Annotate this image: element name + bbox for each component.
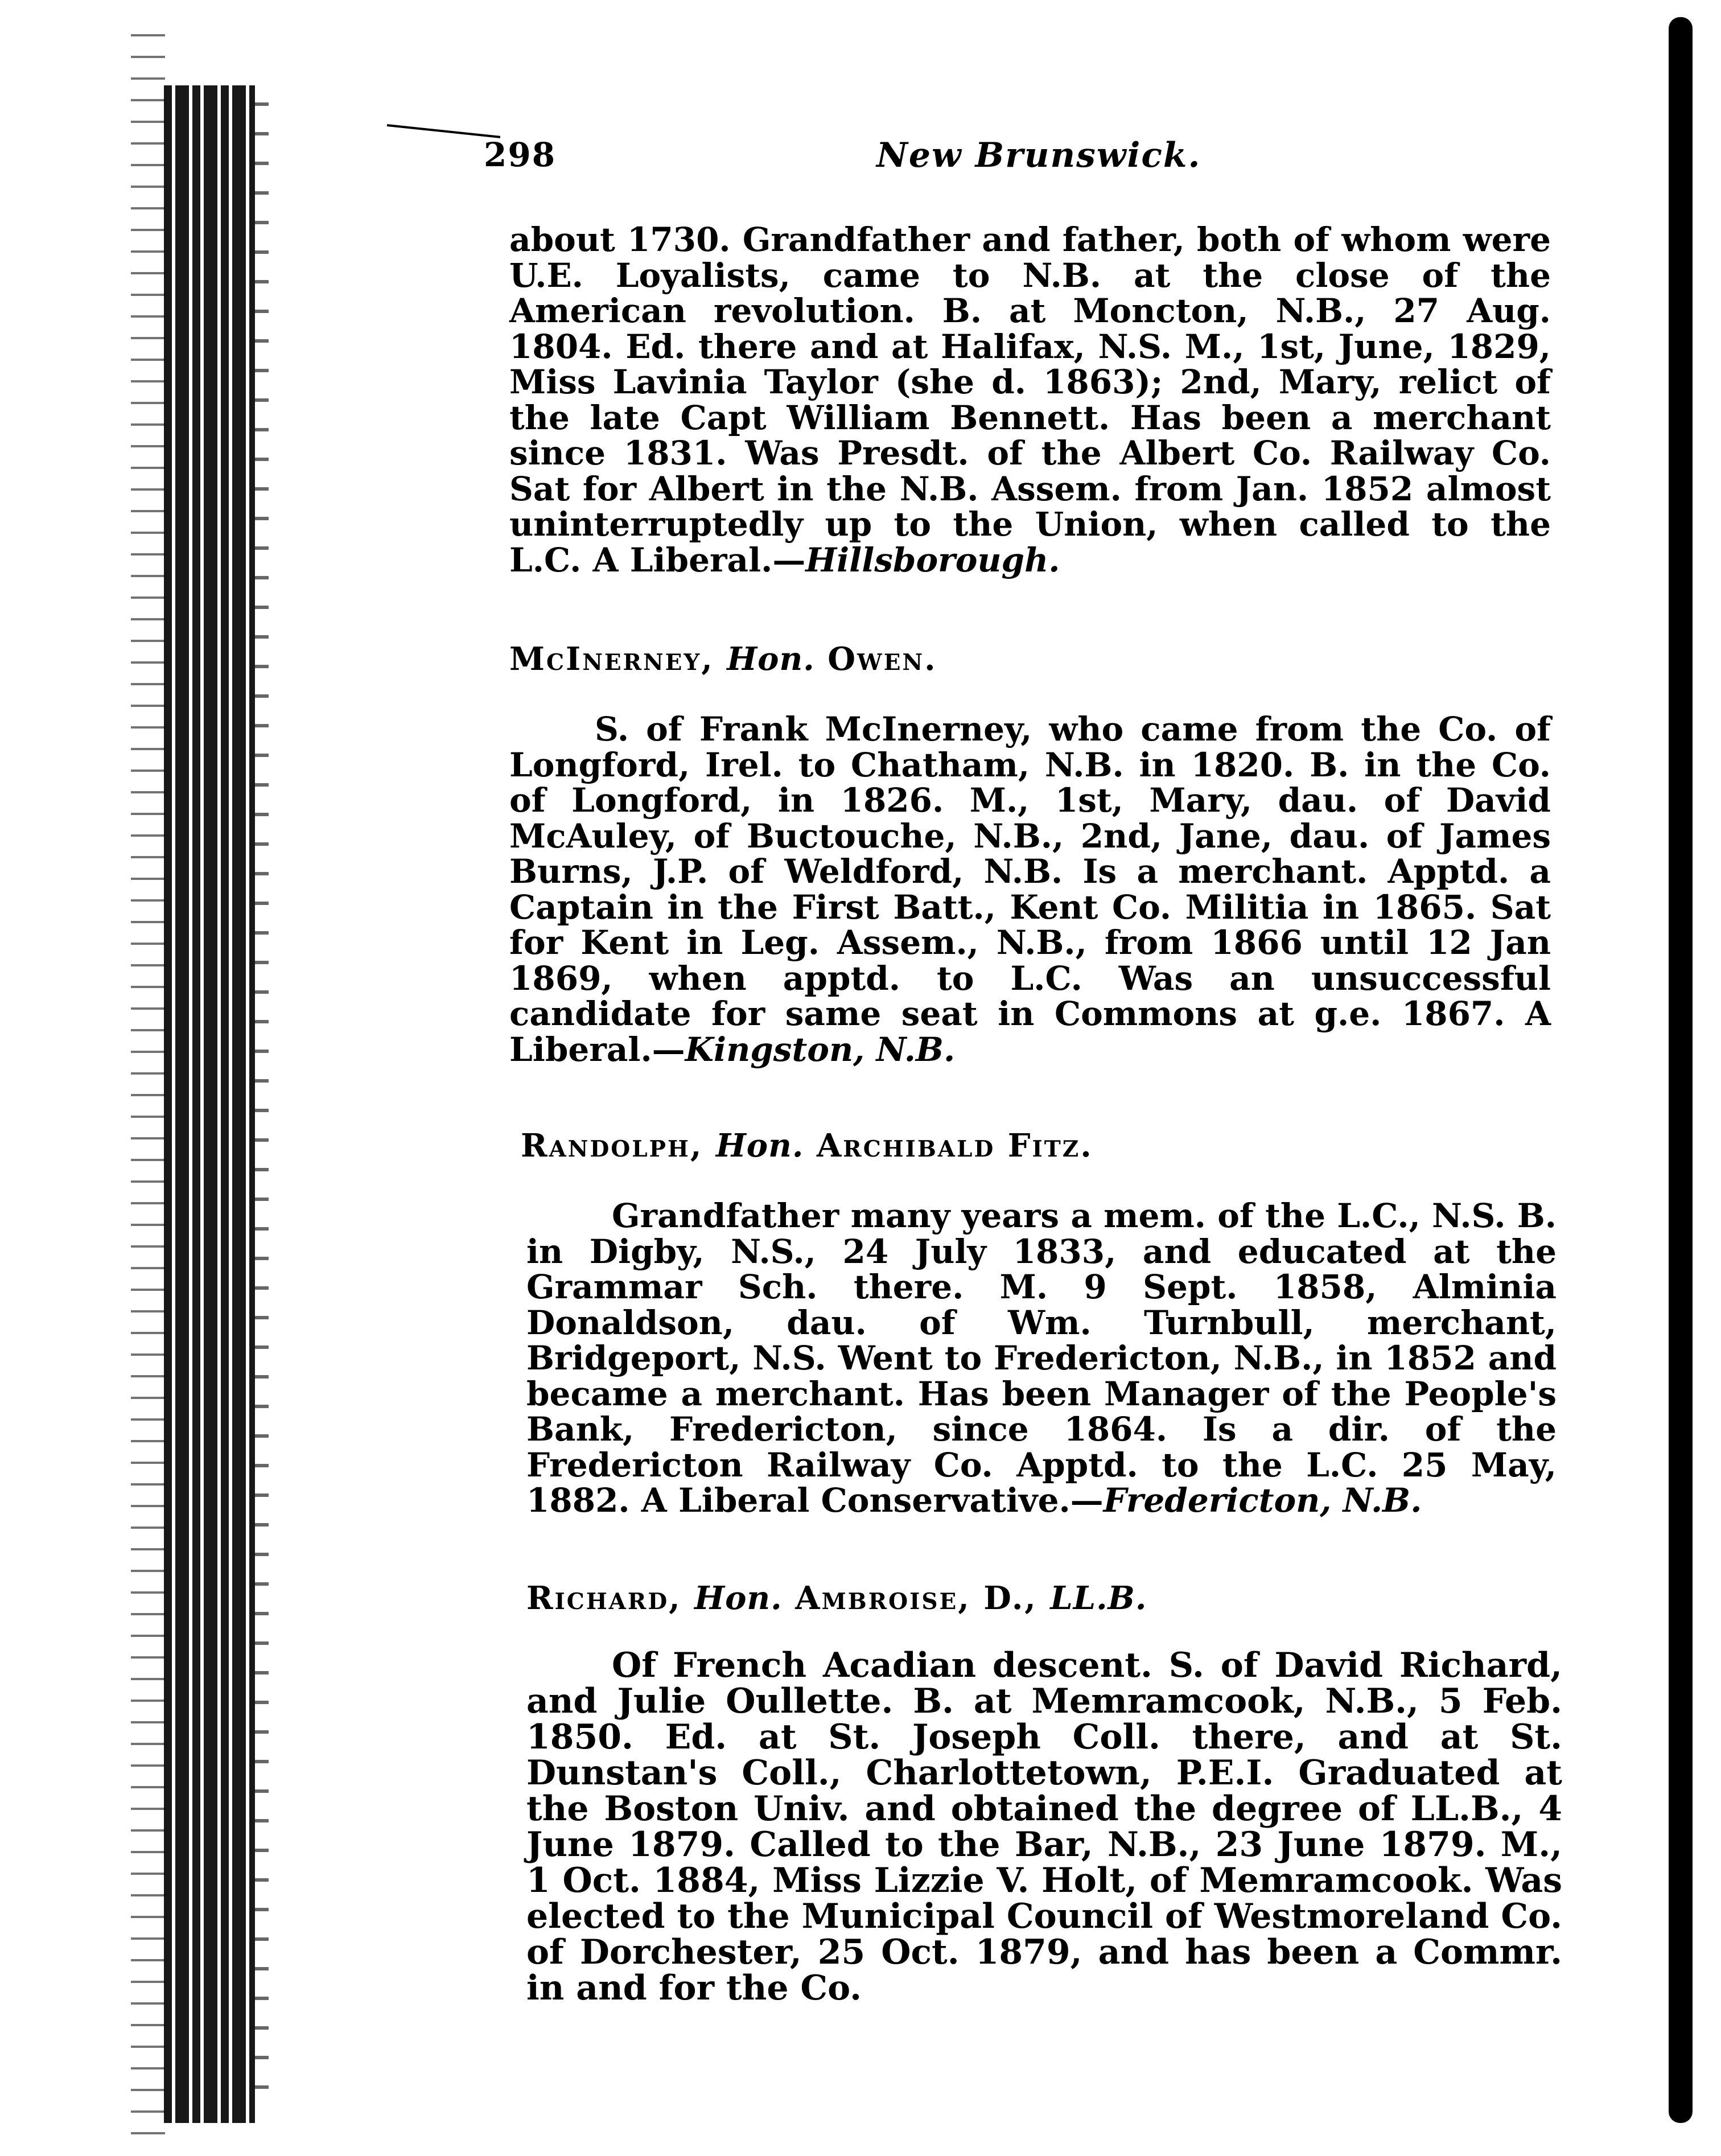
paragraph-text: S. of Frank McInerney, who came from the Co. of Longford, Irel. to Chatham, N.B. in 1820. B. in the Co. of Longford, in 1826. M., 1st, Mary, dau. of David McAuley, of Buctouche, N.B., 2nd, Jane, dau. of James Burns, J.P. of Weldford, N.B. Is a merchant. Apptd. a Captain in the First Batt., Kent Co. Militia in 1865. Sat for Kent in Leg. Assem., N.B., from 1866 until 12 Jan 1869, when apptd. to L.C. Was an unsuccessful candidate for same seat in Commons at g.e. 1867. A Liberal.— — [509, 710, 1551, 1069]
continued-entry-paragraph — [509, 222, 1551, 578]
entry-given-name: Owen. — [827, 640, 937, 678]
entry-given-name: Archibald Fitz. — [816, 1127, 1093, 1165]
entry-title: Hon. — [715, 1127, 804, 1165]
binding-edge — [164, 85, 255, 2123]
entry-title: Hon. — [694, 1579, 783, 1617]
entry-paragraph — [526, 1198, 1557, 1519]
paragraph-text: Grandfather many years a mem. of the L.C., N.S. B. in Digby, N.S., 24 July 1833, and educated at the Grammar Sch. there. M. 9 Sept. 1858, Alminia Donaldson, dau. of Wm. Turnbull, merchant, Bridgeport, N.S. Went to Fredericton, N.B., in 1852 and became a merchant. Has been Manager of the People's Bank, Fredericton, since 1864. Is a dir. of the Fredericton Railway Co. Apptd. to the L.C. 25 May, 1882. A Liberal Conservative.— — [526, 1196, 1557, 1520]
entry-heading — [526, 1579, 1147, 1617]
residence-place: Kingston, N.B. — [685, 1030, 956, 1069]
residence-place: Hillsborough. — [805, 540, 1060, 579]
entry-paragraph — [526, 1645, 1562, 2008]
entry-surname: McInerney, — [509, 640, 714, 678]
entry-heading — [509, 640, 937, 678]
paragraph-text: Of French Acadian descent. S. of David Richard, and Julie Oullette. B. at Memramcook, N.B., 5 Feb. 1850. Ed. at St. Joseph Coll. there, and at St. Dunstan's Coll., Charlottetown, P.E.I. Graduated at the Boston Univ. and obtained the degree of LL.B., 4 June 1879. Called to the Bar, N.B., 23 June 1879. M., 1 Oct. 1884, Miss Lizzie V. Holt, of Memramcook. Was elected to the Municipal Council of Westmoreland Co. of Dorchester, 25 Oct. 1879, and has been a Commr. in and for the Co. — [526, 1645, 1562, 2008]
binding-speckle-right — [255, 102, 269, 2106]
running-title: New Brunswick. — [876, 135, 1201, 175]
residence-place: Fredericton, N.B. — [1103, 1481, 1422, 1520]
page-edge-bar — [1669, 17, 1693, 2123]
entry-given-name: Ambroise, D., — [795, 1579, 1037, 1617]
entry-title: Hon. — [727, 640, 815, 678]
page-header — [484, 135, 1565, 181]
entry-surname: Randolph, — [521, 1127, 703, 1165]
binding-speckle-left — [131, 34, 165, 2140]
entry-paragraph — [509, 711, 1551, 1067]
entry-heading — [521, 1127, 1093, 1165]
entry-degree: LL.B. — [1050, 1579, 1147, 1617]
page-number: 298 — [484, 135, 557, 174]
entry-surname: Richard, — [526, 1579, 682, 1617]
paragraph-text: about 1730. Grandfather and father, both of whom were U.E. Loyalists, came to N.B. at the close of the American revolution. B. at Moncton, N.B., 27 Aug. 1804. Ed. there and at Halifax, N.S. M., 1st, June, 1829, Miss Lavinia Taylor (she d. 1863); 2nd, Mary, relict of the late Capt William Bennett. Has been a merchant since 1831. Was Presdt. of the Albert Co. Railway Co. Sat for Albert in the N.B. Assem. from Jan. 1852 almost uninterruptedly up to the Union, when called to the L.C. A Liberal.— — [509, 220, 1551, 579]
